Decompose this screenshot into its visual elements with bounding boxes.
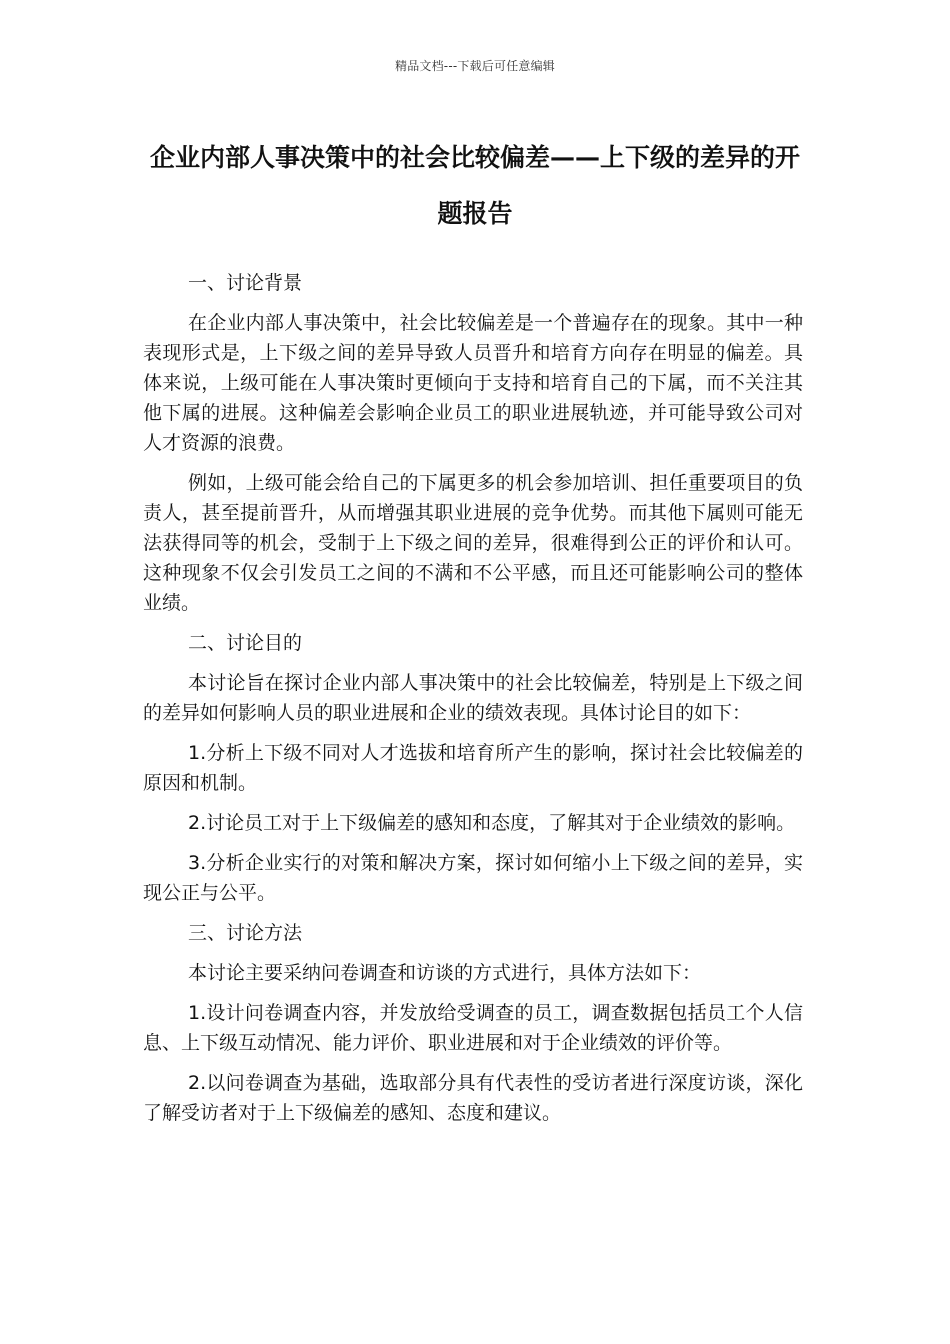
list-item-paragraph: 3.分析企业实行的对策和解决方案，探讨如何缩小上下级之间的差异，实现公正与公平。 — [143, 852, 803, 904]
document-body — [143, 268, 803, 1138]
list-item-paragraph: 2.讨论员工对于上下级偏差的感知和态度，了解其对于企业绩效的影响。 — [188, 812, 796, 834]
body-paragraph: 例如，上级可能会给自己的下属更多的机会参加培训、担任重要项目的负责人，甚至提前晋升，从而增强其职业进展的竞争优势。而其他下属则可能无法获得同等的机会，受制于上下级之间的差异，很难得到公正的评价和认可。这种现象不仅会引发员工之间的不满和不公平感，而且还可能影响公司的整体业绩。 — [143, 472, 803, 614]
section-research-method — [143, 918, 803, 1128]
section-heading: 三、讨论方法 — [188, 922, 303, 944]
list-item-paragraph: 1.设计问卷调查内容，并发放给受调查的员工，调查数据包括员工个人信息、上下级互动情况、能力评价、职业进展和对于企业绩效的评价等。 — [143, 1002, 803, 1054]
document-title: 企业内部人事决策中的社会比较偏差——上下级的差异的开题报告 — [149, 143, 800, 228]
list-item-paragraph: 1.分析上下级不同对人才选拔和培育所产生的影响，探讨社会比较偏差的原因和机制。 — [143, 742, 803, 794]
section-heading: 二、讨论目的 — [188, 632, 303, 654]
section-research-background — [143, 268, 803, 618]
section-heading: 一、讨论背景 — [188, 272, 303, 294]
body-paragraph: 本讨论主要采纳问卷调查和访谈的方式进行，具体方法如下： — [188, 962, 702, 984]
list-item-paragraph: 2.以问卷调查为基础，选取部分具有代表性的受访者进行深度访谈，深化了解受访者对于上下级偏差的感知、态度和建议。 — [143, 1072, 803, 1124]
page-header-note: 精品文档---下载后可任意编辑 — [395, 59, 555, 73]
section-research-purpose — [143, 628, 803, 908]
body-paragraph: 在企业内部人事决策中，社会比较偏差是一个普遍存在的现象。其中一种表现形式是，上下级之间的差异导致人员晋升和培育方向存在明显的偏差。具体来说，上级可能在人事决策时更倾向于支持和培育自己的下属，而不关注其他下属的进展。这种偏差会影响企业员工的职业进展轨迹，并可能导致公司对人才资源的浪费。 — [143, 312, 803, 454]
body-paragraph: 本讨论旨在探讨企业内部人事决策中的社会比较偏差，特别是上下级之间的差异如何影响人员的职业进展和企业的绩效表现。具体讨论目的如下： — [143, 672, 803, 724]
